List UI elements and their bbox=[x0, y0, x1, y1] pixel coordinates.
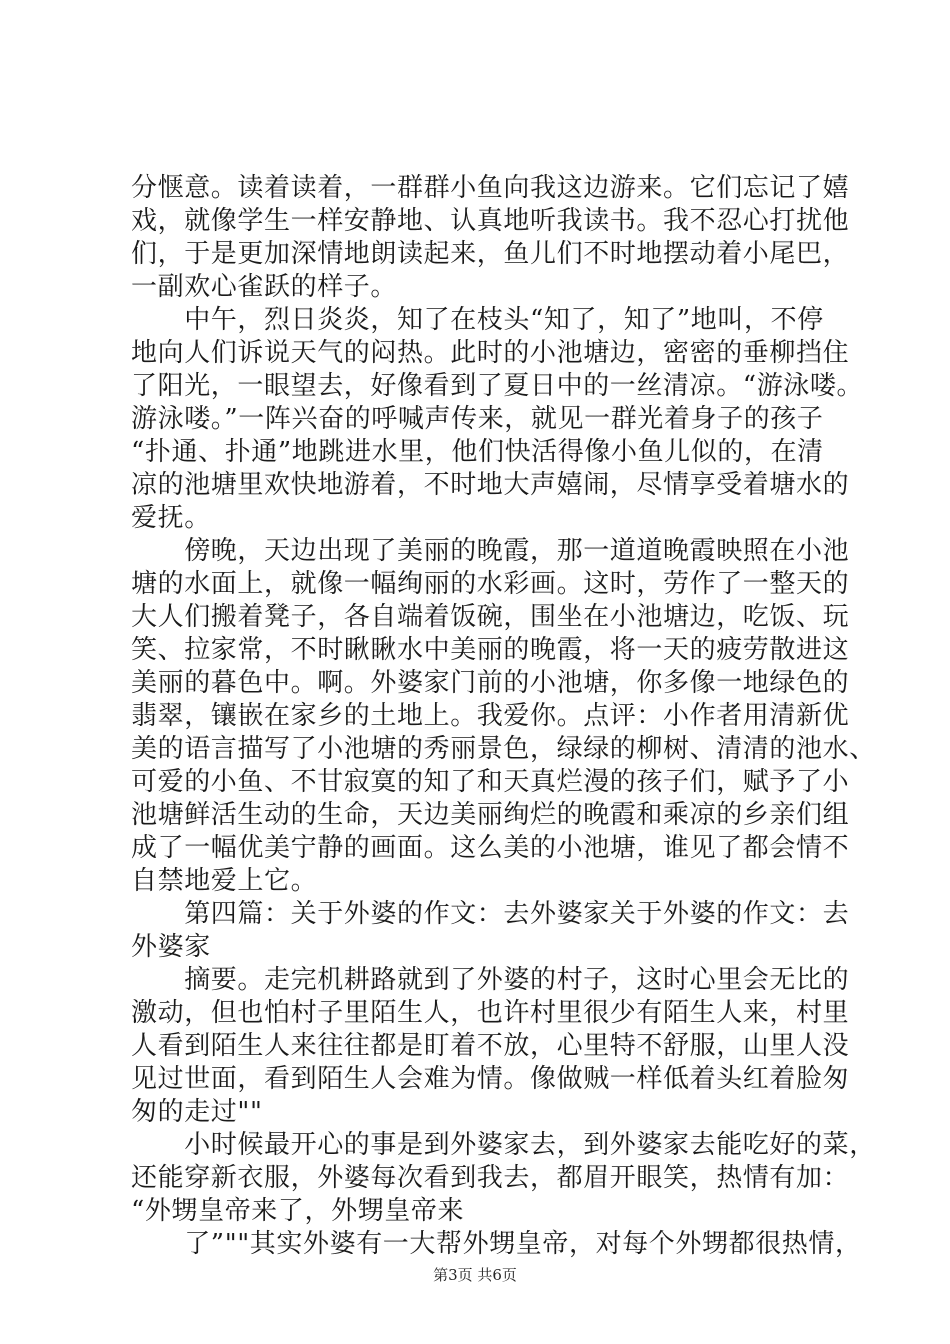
text-line: 分惬意。读着读着，一群群小鱼向我这边游来。它们忘记了嬉 bbox=[131, 173, 850, 203]
text-line: 成了一幅优美宁静的画面。这么美的小池塘，谁见了都会情不 bbox=[131, 833, 850, 863]
text-line: 还能穿新衣服，外婆每次看到我去，都眉开眼笑，热情有加： bbox=[131, 1163, 850, 1193]
text-line: 自禁地爱上它。 bbox=[131, 866, 318, 896]
text-line: 美的语言描写了小池塘的秀丽景色，绿绿的柳树、清清的池水、 bbox=[131, 734, 876, 764]
text-line: 游泳喽。”一阵兴奋的呼喊声传来，就见一群光着身子的孩子 bbox=[131, 404, 824, 434]
text-line: 见过世面，看到陌生人会难为情。像做贼一样低着头红着脸匆 bbox=[131, 1064, 850, 1094]
text-line: 地向人们诉说天气的闷热。此时的小池塘边，密密的垂柳挡住 bbox=[131, 338, 850, 368]
text-line: 池塘鲜活生动的生命，天边美丽绚烂的晚霞和乘凉的乡亲们组 bbox=[131, 800, 850, 830]
text-line: 激动，但也怕村子里陌生人，也许村里很少有陌生人来，村里 bbox=[131, 998, 850, 1028]
text-line: 匆的走过"" bbox=[131, 1097, 263, 1127]
text-line: 笑、拉家常，不时瞅瞅水中美丽的晚霞，将一天的疲劳散进这 bbox=[131, 635, 850, 665]
text-line: 傍晚，天边出现了美丽的晚霞，那一道道晚霞映照在小池 bbox=[131, 536, 850, 566]
text-line: “扑通、扑通”地跳进水里，他们快活得像小鱼儿似的，在清 bbox=[131, 437, 824, 467]
text-line: 翡翠，镶嵌在家乡的土地上。我爱你。点评：小作者用清新优 bbox=[131, 701, 850, 731]
section-heading-line: 外婆家 bbox=[131, 932, 211, 962]
text-line: 一副欢心雀跃的样子。 bbox=[131, 272, 398, 302]
text-line: 可爱的小鱼、不甘寂寞的知了和天真烂漫的孩子们，赋予了小 bbox=[131, 767, 850, 797]
text-line: “外甥皇帝来了，外甥皇帝来 bbox=[131, 1196, 465, 1226]
text-line: 塘的水面上，就像一幅绚丽的水彩画。这时，劳作了一整天的 bbox=[131, 569, 850, 599]
text-line: 爱抚。 bbox=[131, 503, 211, 533]
text-line: 摘要。走完机耕路就到了外婆的村子，这时心里会无比的 bbox=[131, 965, 850, 995]
text-line: 人看到陌生人来往往都是盯着不放，心里特不舒服，山里人没 bbox=[131, 1031, 850, 1061]
text-line: 美丽的暮色中。啊。外婆家门前的小池塘，你多像一地绿色的 bbox=[131, 668, 850, 698]
text-line: 了阳光，一眼望去，好像看到了夏日中的一丝清凉。“游泳喽。 bbox=[131, 371, 864, 401]
text-line: 大人们搬着凳子，各自端着饭碗，围坐在小池塘边，吃饭、玩 bbox=[131, 602, 850, 632]
text-line: 小时候最开心的事是到外婆家去，到外婆家去能吃好的菜， bbox=[131, 1130, 876, 1160]
section-heading-line: 第四篇：关于外婆的作文：去外婆家关于外婆的作文：去 bbox=[131, 899, 850, 929]
text-line: 凉的池塘里欢快地游着，不时地大声嬉闹，尽情享受着塘水的 bbox=[131, 470, 850, 500]
text-line: 们，于是更加深情地朗读起来，鱼儿们不时地摆动着小尾巴， bbox=[131, 239, 850, 269]
text-line: 了”""其实外婆有一大帮外甥皇帝，对每个外甥都很热情， bbox=[131, 1229, 862, 1259]
page-number-footer: 第3页 共6页 bbox=[433, 1266, 517, 1284]
text-line: 中午，烈日炎炎，知了在枝头“知了，知了”地叫，不停 bbox=[131, 305, 824, 335]
text-line: 戏，就像学生一样安静地、认真地听我读书。我不忍心打扰他 bbox=[131, 206, 850, 236]
